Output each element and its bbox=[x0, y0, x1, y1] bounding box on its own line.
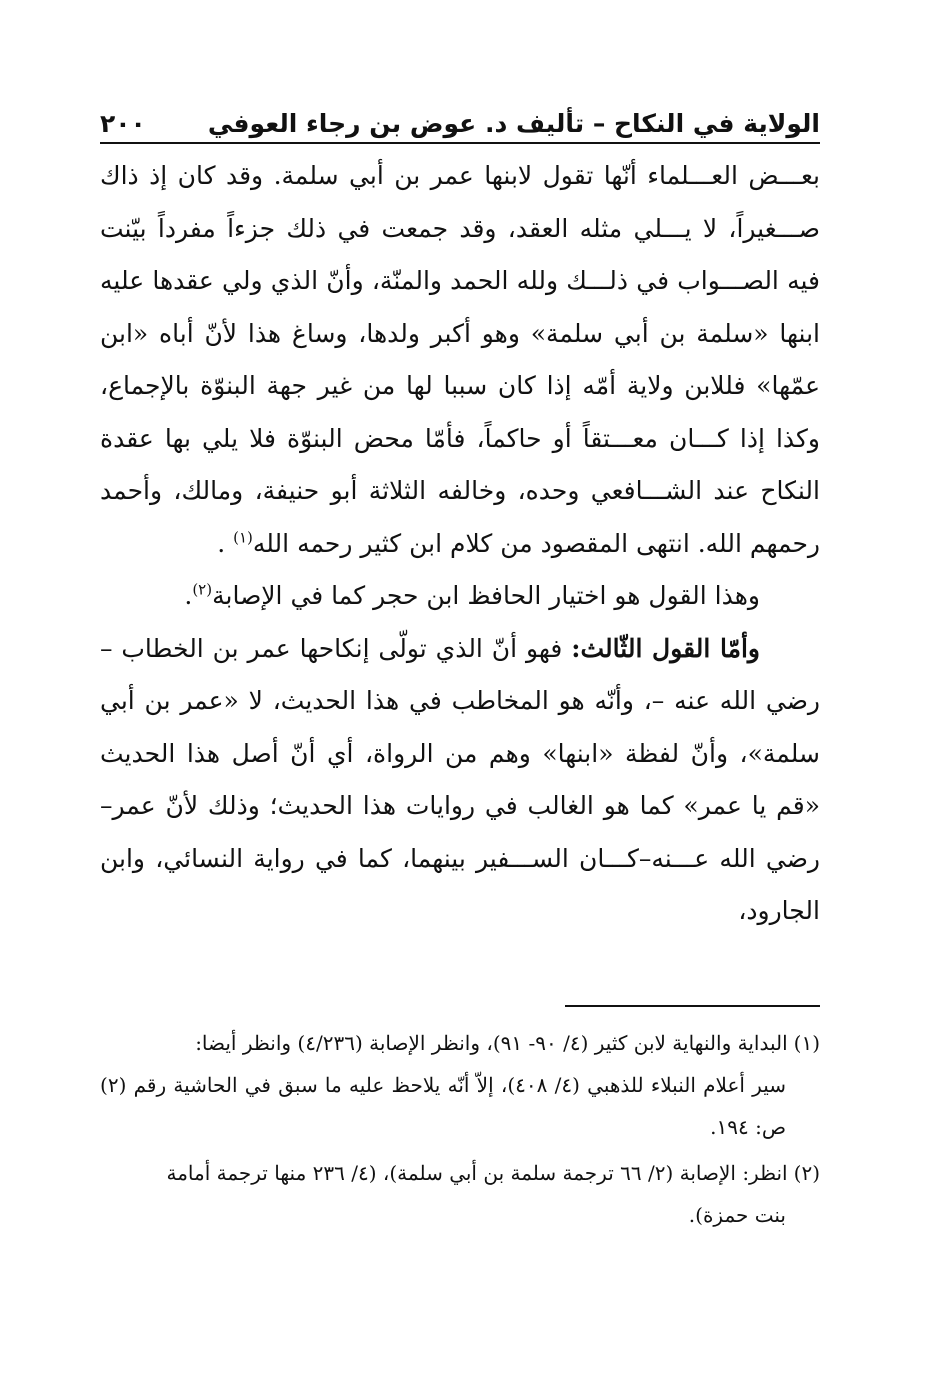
paragraph-1-text: بعـــض العـــلماء أنّها تقول لابنها عمر بن أبي سلمة. وقد كان إذ ذاك صـــغيراً، لا يـــلي مثله العقد، وقد جمعت في ذلك جزءاً مفرداً بيّنت فيه الصـــواب في ذلـــك ولله الحمد والمنّة، وأنّ الذي ولي عقدها عليه ابنها «سلمة بن أبي سلمة» وهو أكبر ولدها، وساغ هذا لأنّ أباه «ابن عمّها» فللابن ولاية أمّه إذا كان سببا لها من غير جهة البنوّة بالإجماع، وكذا إذا كـــان معـــتقاً أو حاكماً، فأمّا محض البنوّة فلا يلي بها عقدة النكاح عند الشـــافعي وحده، وخالفه الثلاثة أبو حنيفة، ومالك، وأحمد رحمهم الله. انتهى المقصود من كلام ابن كثير رحمه الله bbox=[100, 161, 821, 558]
paragraph-3-text: فهو أنّ الذي تولّى إنكاحها عمر بن الخطاب – رضي الله عنه –، وأنّه هو المخاطب في هذا الحديث، لا «عمر بن أبي سلمة»، وأنّ لفظة «ابنها» وهم من الرواة، أي أنّ أصل هذا الحديث «قم يا عمر» كما هو الغالب في روايات هذا الحديث؛ وذلك لأنّ عمر–رضي الله عـــنه–كـــان الســـفير بينهما، كما في رواية النسائي، وابن الجارود، bbox=[100, 633, 821, 925]
footnote-2-continuation: بنت حمزة). bbox=[688, 1203, 786, 1227]
footnote-1-text: البداية والنهاية لابن كثير (٤/ ٩٠- ٩١)، وانظر الإصابة (٤/٢٣٦) وانظر أيضا: bbox=[195, 1031, 788, 1055]
paragraph-3-lead: وأمّا القول الثّالث: bbox=[571, 633, 761, 663]
paragraph-2-end: . bbox=[184, 581, 193, 610]
footnote-1-number: (١) bbox=[793, 1031, 820, 1055]
footnote-ref-2: (٢) bbox=[192, 580, 213, 599]
footnote-ref-1: (١) bbox=[233, 528, 253, 547]
footnote-2-number: (٢) bbox=[793, 1161, 820, 1185]
main-text bbox=[100, 150, 820, 938]
page-number: ٢٠٠ bbox=[100, 109, 146, 138]
paragraph-2-text: وهذا القول هو اختيار الحافظ ابن حجر كما في الإصابة bbox=[212, 581, 760, 610]
page-header bbox=[100, 98, 820, 138]
paragraph-1 bbox=[100, 150, 820, 570]
paragraph-1-end: . bbox=[217, 528, 234, 558]
footnote-rule bbox=[565, 1005, 820, 1007]
paragraph-2 bbox=[100, 570, 820, 623]
footnote-1-continuation: سير أعلام النبلاء للذهبي (٤/ ٤٠٨)، إلاّ أنّه يلاحظ عليه ما سبق في الحاشية رقم (٢) ص: ١٩٤. bbox=[100, 1073, 787, 1139]
header-rule bbox=[100, 142, 820, 144]
footnote-2-text: انظر: الإصابة (٢/ ٦٦ ترجمة سلمة بن أبي سلمة)، (٤/ ٢٣٦ منها ترجمة أمامة bbox=[166, 1161, 788, 1185]
paragraph-3 bbox=[100, 623, 820, 938]
footnote-2 bbox=[100, 1152, 820, 1236]
footnote-1 bbox=[100, 1022, 820, 1148]
running-title: الولاية في النكاح – تأليف د. عوض بن رجاء العوفي bbox=[207, 109, 820, 138]
footnotes bbox=[100, 1022, 820, 1240]
